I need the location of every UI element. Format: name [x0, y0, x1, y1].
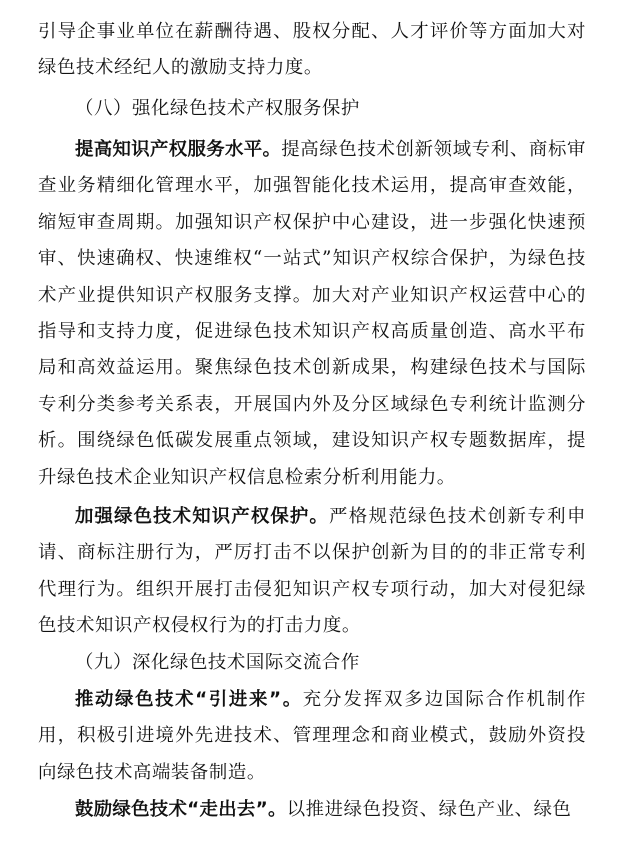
paragraph-text: 严格规范绿色技术创新专利申请、商标注册行为，严厉打击不以保护创新为目的的非正常专利代理行为。组织开展打击侵犯知识产权专项行动，加大对侵犯绿色技术知识产权侵权行为的打击力度。	[38, 506, 586, 637]
section-heading-8	[75, 91, 586, 127]
section-heading-9	[75, 645, 586, 681]
paragraph-go-global	[38, 792, 586, 828]
paragraph-ip-service-level	[38, 132, 586, 496]
paragraph-lead: 推动绿色技术“引进来”。	[75, 689, 303, 710]
paragraph-lead: 加强绿色技术知识产权保护。	[75, 506, 329, 527]
paragraph-ip-protection	[38, 499, 586, 645]
paragraph-bring-in	[38, 682, 586, 791]
paragraph-text: 引导企事业单位在薪酬待遇、股权分配、人才评价等方面加大对绿色技术经纪人的激励支持力度。	[38, 21, 586, 79]
paragraph-incentive-support	[38, 14, 586, 87]
heading-text: （九）深化绿色技术国际交流合作	[75, 652, 360, 673]
paragraph-text: 充分发挥双多边国际合作机制作用，积极引进境外先进技术、管理理念和商业模式，鼓励外资投向绿色技术高端装备制造。	[38, 689, 586, 783]
paragraph-lead: 鼓励绿色技术“走出去”。	[75, 799, 287, 820]
paragraph-lead: 提高知识产权服务水平。	[75, 139, 282, 160]
paragraph-text: 以推进绿色投资、绿色产业、绿色	[286, 799, 572, 820]
heading-text: （八）强化绿色技术产权服务保护	[75, 98, 360, 119]
paragraph-text: 提高绿色技术创新领域专利、商标审查业务精细化管理水平，加强智能化技术运用，提高审查效能，缩短审查周期。加强知识产权保护中心建设，进一步强化快速预审、快速确权、快速维权“一站式”知识产权综合保护，为绿色技术产业提供知识产权服务支撑。加大对产业知识产权运营中心的指导和支持力度，促进绿色技术知识产权高质量创造、高水平布局和高效益运用。聚焦绿色技术创新成果，构建绿色技术与国际专利分类参考关系表，开展国内外及分区域绿色专利统计监测分析。围绕绿色低碳发展重点领域，建设知识产权专题数据库，提升绿色技术企业知识产权信息检索分析利用能力。	[38, 139, 586, 488]
